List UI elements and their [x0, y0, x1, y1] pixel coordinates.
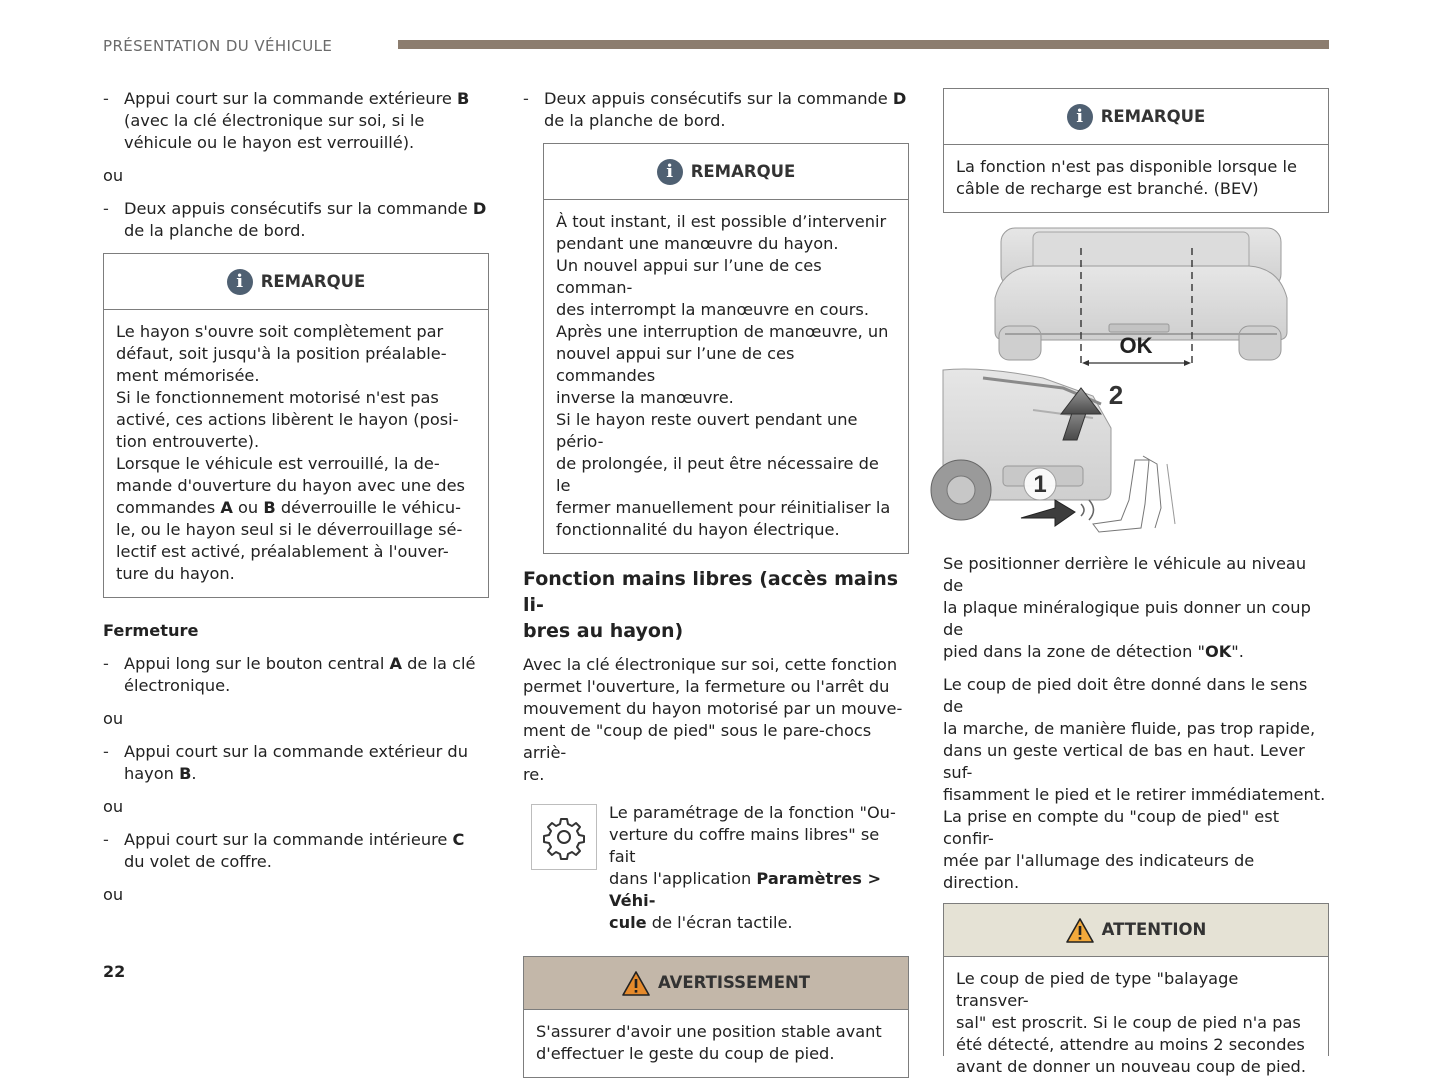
- positioning-paragraph: Se positionner derrière le véhicule au niveau de la plaque minéralogique puis donner un coup de pied dans la zone de détection "OK".: [943, 554, 1311, 661]
- note-line: Si le fonctionnement motorisé n'est pas: [116, 388, 439, 407]
- gear-icon: [541, 814, 587, 860]
- info-icon: i: [1067, 104, 1093, 130]
- note-title: REMARQUE: [690, 161, 796, 181]
- caution-header: [944, 904, 1328, 957]
- note-line: commandes A ou B déverrouille le véhicu-: [116, 498, 461, 517]
- or-separator: ou: [103, 885, 124, 904]
- or-separator: ou: [103, 709, 124, 728]
- note-box: [943, 88, 1329, 213]
- note-header: [544, 144, 908, 200]
- note-line: tion entrouverte).: [116, 432, 260, 451]
- list-item: - Deux appuis consécutifs sur la commande D de la planche de bord.: [523, 88, 909, 132]
- ok-zone-label: OK: [1119, 333, 1153, 358]
- caution-body: Le coup de pied de type "balayage transver- sal" est proscrit. Si le coup de pied n'a pas été détecté, attendre au moins 2 secondes avant de donner un nouveau coup de pied.: [956, 969, 1306, 1076]
- kick-gesture-view: [931, 369, 1175, 532]
- note-title: REMARQUE: [1100, 106, 1206, 126]
- intro-paragraph: Avec la clé électronique sur soi, cette fonction permet l'ouverture, la fermeture ou l'arrêt du mouvement du hayon motorisé par un mouve- ment de "coup de pied" sous le pare-chocs arriè- re.: [523, 655, 903, 784]
- note-title: REMARQUE: [260, 271, 366, 291]
- note-line: le, ou le hayon seul si le déverrouillage sé-: [116, 520, 463, 539]
- list-item: - Appui court sur la commande extérieur du hayon B.: [103, 741, 489, 785]
- warning-triangle-icon: [1066, 918, 1094, 943]
- settings-tip: [531, 802, 909, 934]
- warning-box: [523, 956, 909, 1078]
- warning-body: S'assurer d'avoir une position stable avant d'effectuer le geste du coup de pied.: [536, 1022, 882, 1063]
- note-header: [944, 89, 1328, 145]
- step-1-label: 1: [1033, 471, 1047, 498]
- note-header: [104, 254, 488, 310]
- note-line: pendant une manœuvre du hayon.: [556, 234, 839, 253]
- list-item: - Appui long sur le bouton central A de la clé électronique.: [103, 653, 489, 697]
- note-line: nouvel appui sur l’une de ces commandes: [556, 344, 795, 385]
- list-item: - Deux appuis consécutifs sur la commande D de la planche de bord.: [103, 198, 489, 242]
- note-line: fonctionnalité du hayon électrique.: [556, 520, 840, 539]
- note-line: ture du hayon.: [116, 564, 235, 583]
- page-number: 22: [103, 962, 126, 981]
- vehicle-rear-diagram: [943, 228, 1329, 541]
- or-separator: ou: [103, 797, 124, 816]
- note-box: [543, 143, 909, 554]
- note-line: Un nouvel appui sur l’une de ces comman-: [556, 256, 822, 297]
- note-line: Après une interruption de manœuvre, un: [556, 322, 889, 341]
- note-line: défaut, soit jusqu'à la position préalable-: [116, 344, 447, 363]
- step-2-label: 2: [1108, 380, 1124, 410]
- note-line: À tout instant, il est possible d’intervenir: [556, 212, 887, 231]
- section-title: PRÉSENTATION DU VÉHICULE: [103, 37, 333, 55]
- caution-box: [943, 903, 1329, 1076]
- note-line: activé, ces actions libèrent le hayon (posi-: [116, 410, 459, 429]
- note-line: inverse la manœuvre.: [556, 388, 734, 407]
- note-line: ment mémorisée.: [116, 366, 260, 385]
- list-item: - Appui court sur la commande intérieure C du volet de coffre.: [103, 829, 489, 873]
- note-box: [103, 253, 489, 598]
- warning-header: [524, 957, 908, 1010]
- or-separator: ou: [103, 166, 124, 185]
- hands-free-illustration: [943, 228, 1329, 541]
- note-line: Si le hayon reste ouvert pendant une pério-: [556, 410, 858, 451]
- note-body: La fonction n'est pas disponible lorsque le câble de recharge est branché. (BEV): [956, 157, 1297, 198]
- kick-paragraph: Le coup de pied doit être donné dans le sens de la marche, de manière fluide, pas trop rapide, dans un geste vertical de bas en haut. Lever suf- fisamment le pied et le retirer immédiatement. La prise en compte du "coup de pied" est confir- mée par l'allumage des indicateurs de direction.: [943, 675, 1326, 892]
- warning-title: AVERTISSEMENT: [657, 973, 811, 992]
- column-middle: [523, 88, 909, 1078]
- closing-heading: Fermeture: [103, 621, 199, 640]
- note-line: lectif est activé, préalablement à l'ouver-: [116, 542, 449, 561]
- warning-triangle-icon: [622, 971, 650, 996]
- note-line: Le hayon s'ouvre soit complètement par: [116, 322, 444, 341]
- info-icon: i: [657, 159, 683, 185]
- note-line: de prolongée, il peut être nécessaire de le: [556, 454, 879, 495]
- section-heading: Fonction mains libres (accès mains li- bres au hayon): [523, 568, 899, 642]
- settings-icon-frame: [531, 804, 597, 870]
- info-icon: i: [227, 269, 253, 295]
- note-line: des interrompt la manœuvre en cours.: [556, 300, 869, 319]
- note-line: mande d'ouverture du hayon avec une des: [116, 476, 465, 495]
- header-rule: [398, 40, 1329, 49]
- caution-title: ATTENTION: [1101, 920, 1207, 939]
- note-body: [104, 310, 488, 597]
- list-item: - Appui court sur la commande extérieure B (avec la clé électronique sur soi, si le véhicule ou le hayon est verrouillé).: [103, 88, 489, 154]
- note-line: fermer manuellement pour réinitialiser la: [556, 498, 891, 517]
- settings-text: Le paramétrage de la fonction "Ou- verture du coffre mains libres" se fait dans l'application Paramètres > Véhi- cule de l'écran tactile.: [609, 803, 896, 932]
- note-line: Lorsque le véhicule est verrouillé, la de-: [116, 454, 440, 473]
- note-body: [544, 200, 908, 553]
- car-rear-view: [995, 228, 1287, 366]
- column-right: [943, 88, 1329, 1076]
- column-left: [103, 88, 489, 917]
